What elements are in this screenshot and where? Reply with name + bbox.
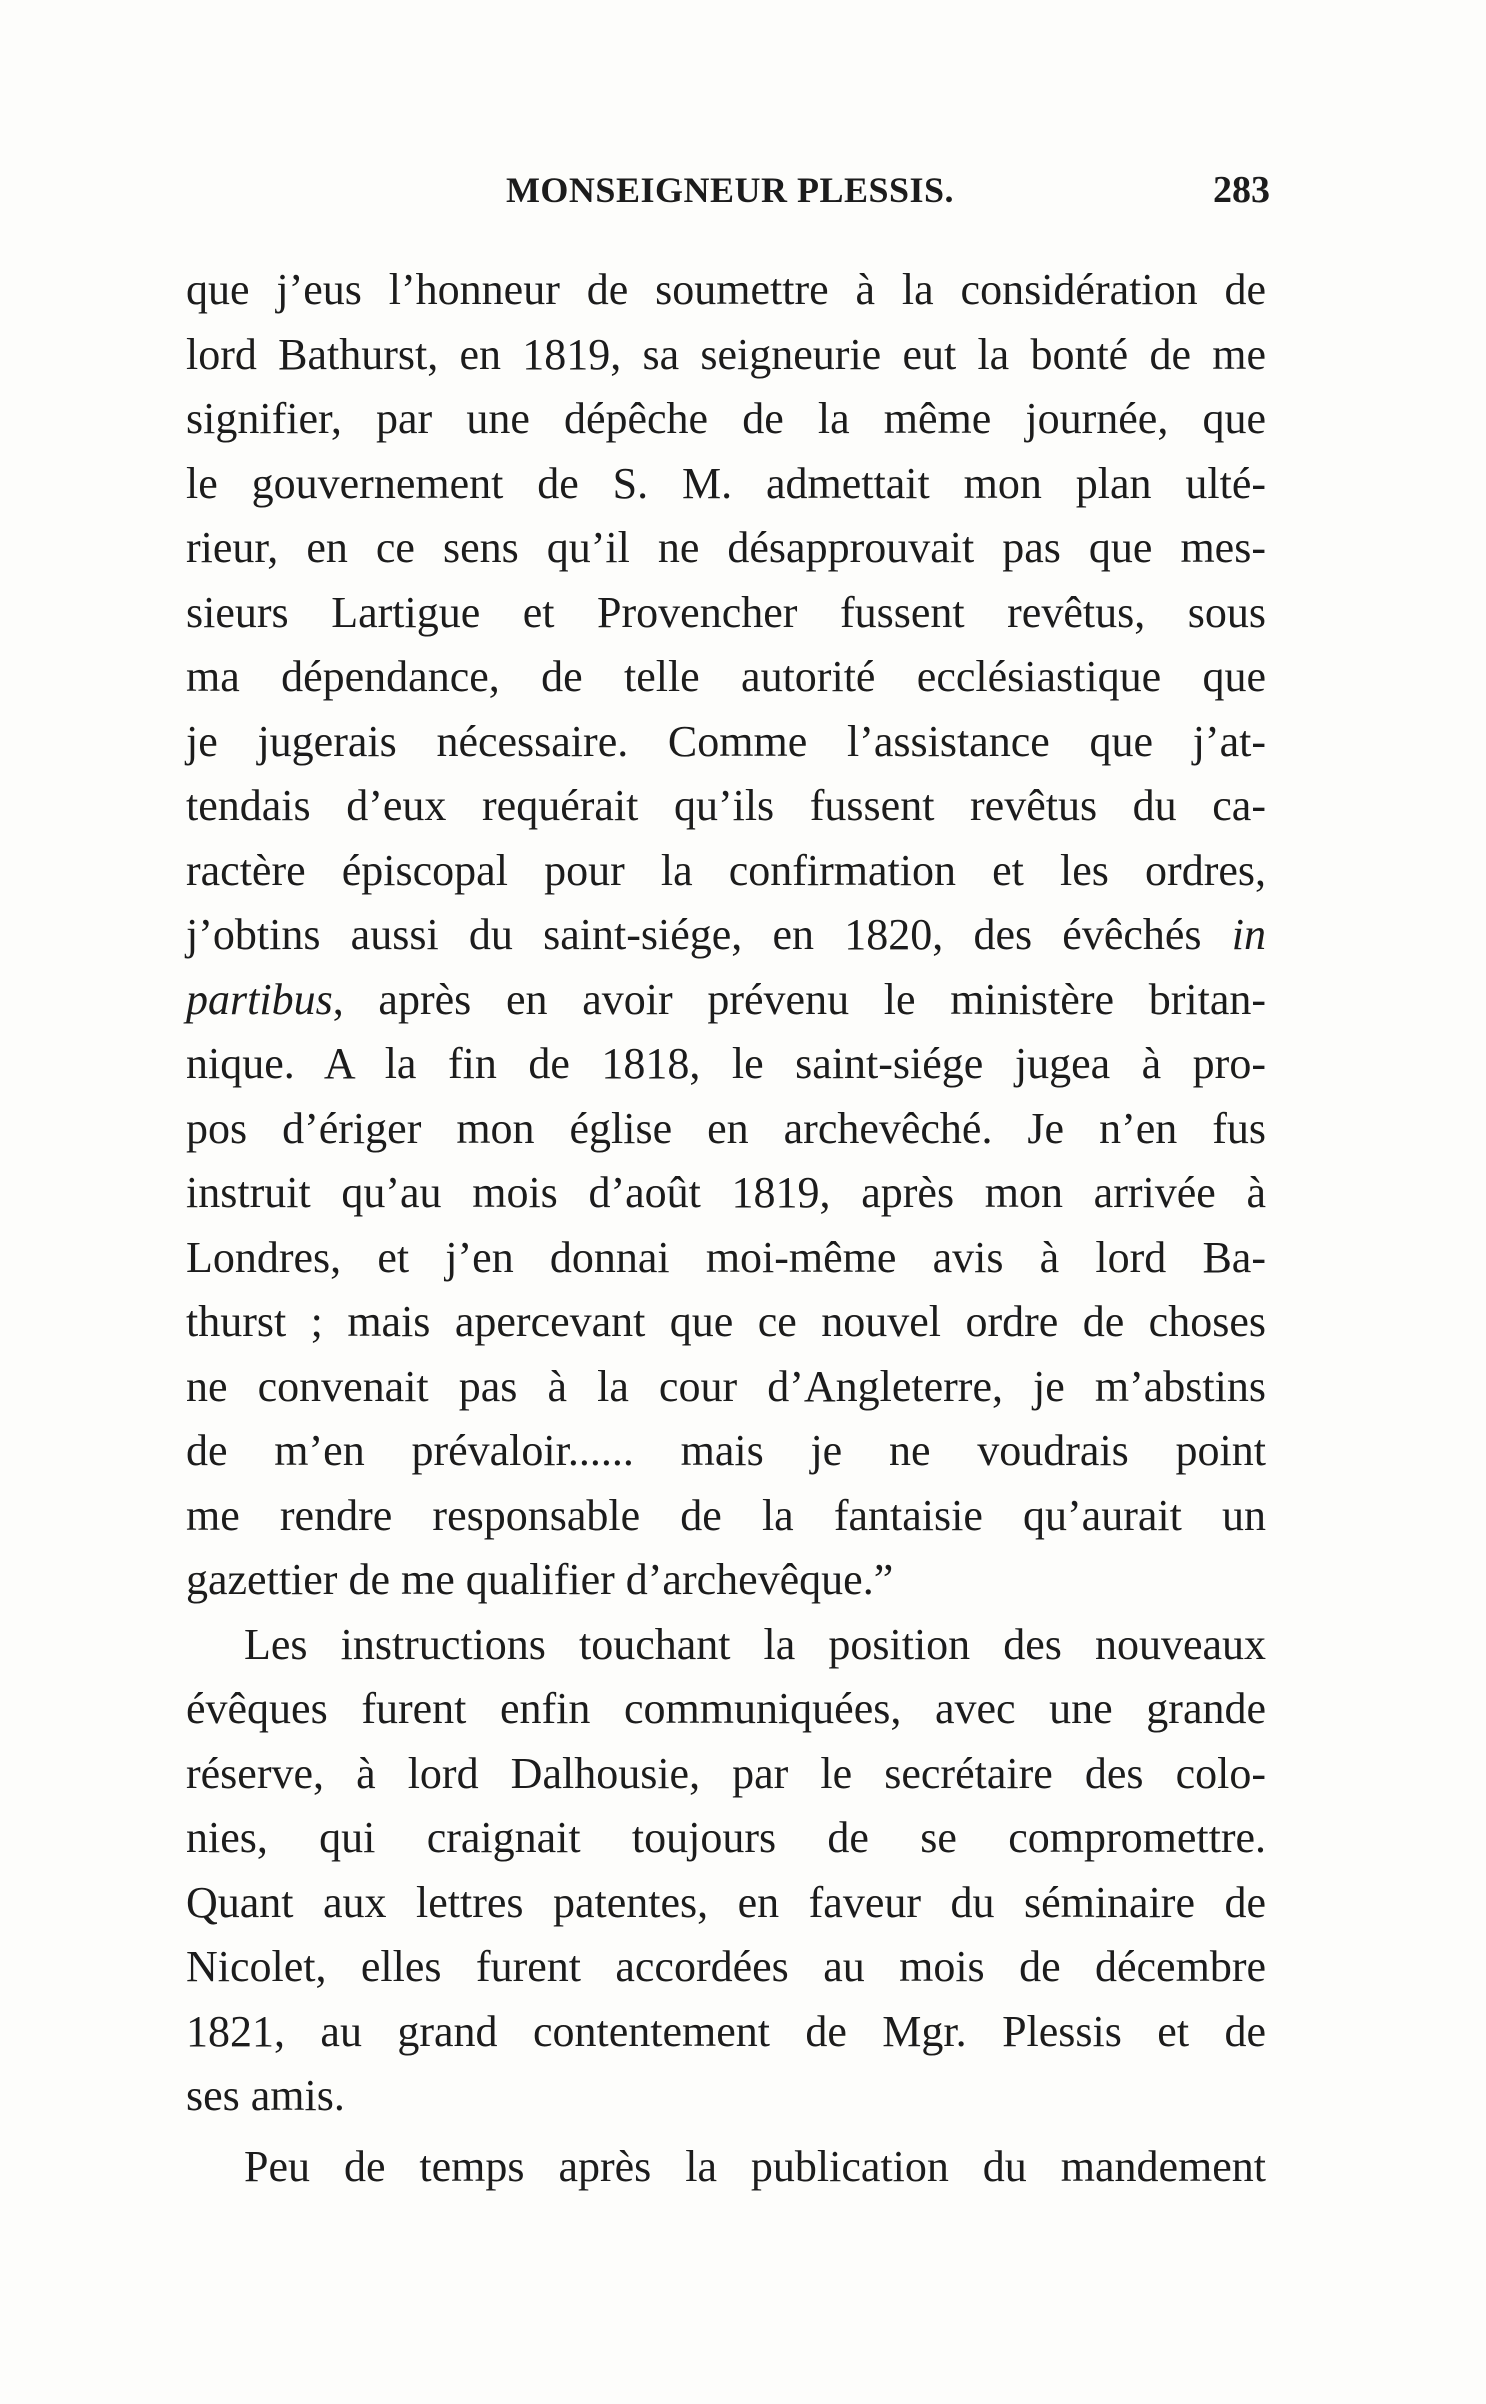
text-line: lord Bathurst, en 1819, sa seigneurie eut la bonté de me	[186, 329, 1266, 379]
text-line: pos d’ériger mon église en archevêché. Je n’en fus	[186, 1103, 1266, 1153]
paragraph	[186, 2135, 1266, 2200]
text-line: rieur, en ce sens qu’il ne désapprouvait pas que mes-	[186, 523, 1266, 572]
body-text	[186, 258, 1266, 2199]
text-line: Les instructions touchant la position des nouveaux	[244, 1619, 1266, 1669]
text-line: le gouvernement de S. M. admettait mon plan ulté-	[186, 458, 1266, 508]
italic-fragment: in	[1231, 910, 1266, 959]
text-line: évêques furent enfin communiquées, avec une grande	[186, 1684, 1266, 1733]
text-line: nique. A la fin de 1818, le saint-siége jugea à pro-	[186, 1039, 1266, 1088]
italic-fragment: partibus	[186, 974, 333, 1024]
text-line: ses amis.	[186, 2071, 345, 2120]
text-line: signifier, par une dépêche de la même journée, que	[186, 394, 1266, 443]
page-number: 283	[1213, 169, 1270, 211]
running-title: MONSEIGNEUR PLESSIS.	[505, 170, 955, 210]
text-line: ractère épiscopal pour la confirmation et les ordres,	[186, 845, 1266, 895]
text-line: nies, qui craignait toujours de se compromettre.	[186, 1813, 1266, 1862]
text-line: ne convenait pas à la cour d’Angleterre, je m’abstins	[186, 1361, 1266, 1411]
paragraph	[186, 258, 1266, 1613]
text-line: partibus, après en avoir prévenu le ministère britan-	[186, 974, 1266, 1024]
text-line: 1821, au grand contentement de Mgr. Plessis et de	[186, 2006, 1266, 2056]
text-line: sieurs Lartigue et Provencher fussent revêtus, sous	[186, 587, 1266, 637]
text-line: Quant aux lettres patentes, en faveur du séminaire de	[186, 1877, 1266, 1927]
paragraph	[186, 1613, 1266, 2129]
text-line: que j’eus l’honneur de soumettre à la considération de	[186, 265, 1266, 314]
text-line: de m’en prévaloir...... mais je ne voudrais point	[186, 1426, 1266, 1475]
text-line: tendais d’eux requérait qu’ils fussent revêtus du ca-	[186, 781, 1266, 830]
text-line: me rendre responsable de la fantaisie qu’aurait un	[186, 1490, 1266, 1540]
running-head	[190, 160, 1270, 220]
text-line: Peu de temps après la publication du mandement	[244, 2141, 1266, 2191]
text-line: j’obtins aussi du saint-siége, en 1820, des évêchés in	[186, 910, 1266, 959]
text-line: réserve, à lord Dalhousie, par le secrétaire des colo-	[186, 1748, 1266, 1798]
text-line: je jugerais nécessaire. Comme l’assistance que j’at-	[186, 716, 1266, 766]
text-line: instruit qu’au mois d’août 1819, après mon arrivée à	[186, 1168, 1266, 1217]
text-line: ma dépendance, de telle autorité ecclésiastique que	[186, 652, 1266, 701]
text-line: thurst ; mais apercevant que ce nouvel ordre de choses	[186, 1297, 1266, 1346]
text-line: Nicolet, elles furent accordées au mois de décembre	[186, 1942, 1266, 1991]
text-line: Londres, et j’en donnai moi-même avis à lord Ba-	[186, 1232, 1266, 1282]
text-line: gazettier de me qualifier d’archevêque.”	[186, 1555, 894, 1604]
